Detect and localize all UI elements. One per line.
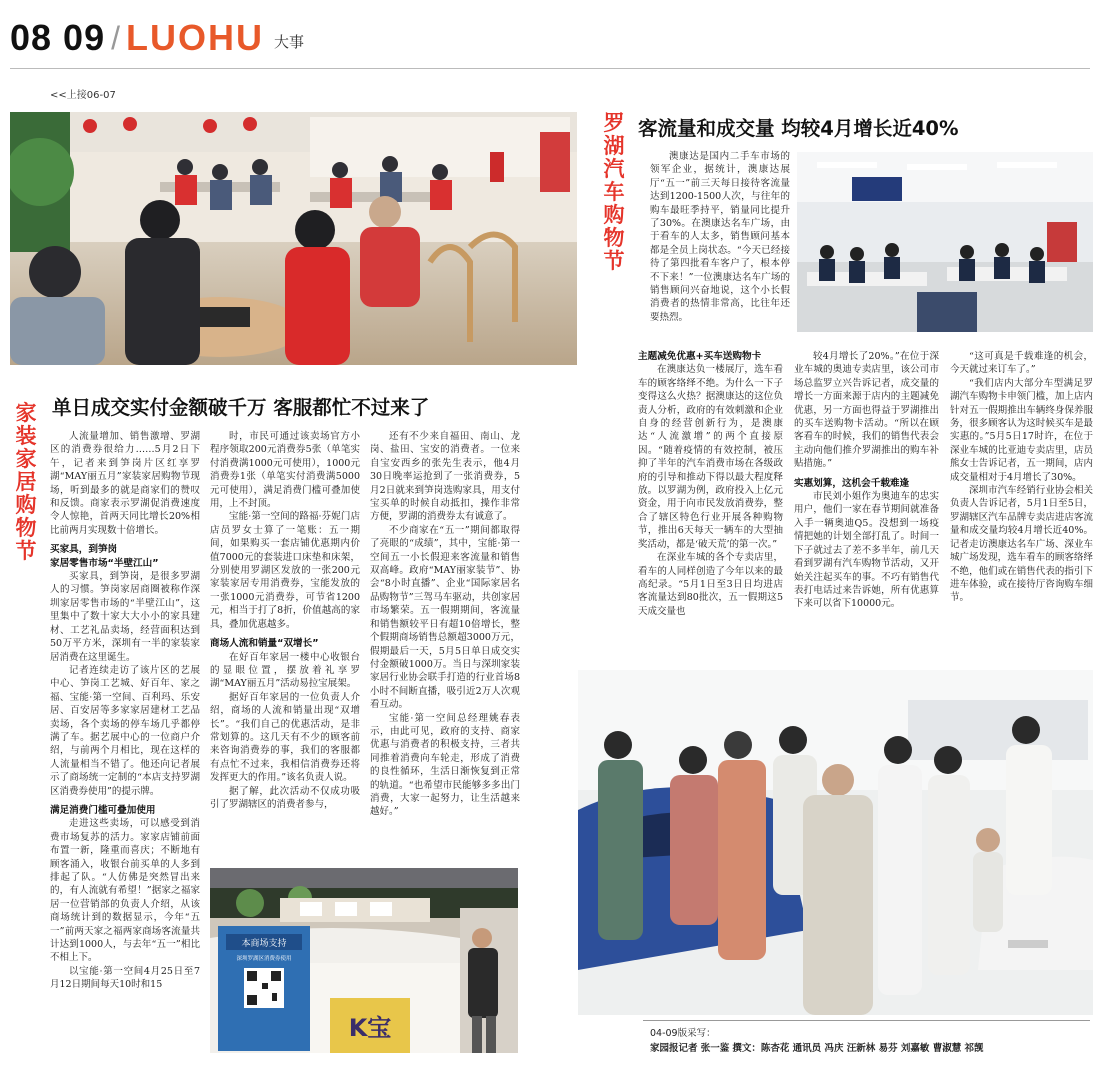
paragraph: 时，市民可通过该卖场官方小程序领取200元消费券5张（单笔实付消费满1000元可使用），1000元消费券1张（单笔实付消费满5000元可使用），满足消费门槛可叠加使用，上不封顶。	[210, 431, 360, 510]
masthead-rule	[10, 68, 1090, 69]
paragraph: 人流量增加、销售激增、罗湖区的消费券很给力……5月2日下午，记者来到笋岗片区红享罗湖“MAY丽五月”家装家居购物节现场，听到最多的就是商家们的赞叹和反馈。商家表示罗湖促消费速度令人惊艳，首两天同比增长20%相比前两月实现数十倍增长。	[50, 431, 200, 536]
paragraph: 据好百年家居的一位负责人介绍，商场的人流和销量出现“双增长”。“我们自己的优惠活动，是非常划算的。这几天有不少的顾客前来咨询消费券的事，我们的客服都有点忙不过来，我相信消费券还将发挥更大的作用。”该名负责人说。	[210, 691, 360, 784]
subheading: 主题减免优惠+买车送购物卡	[638, 351, 762, 362]
paragraph: 宝能·第一空间总经理姚春表示，由此可见，政府的支持、商家优惠与消费者的积极支持，三者共同推着消费向车轮走，形成了消费的良性循环，生活日渐恢复到正常的轨道。“也希望市民能够多多出门消费，大家一起努力，让生活越来越好。”	[370, 712, 520, 818]
issue-pages: 08 09	[10, 17, 106, 58]
paragraph: 还有不少来自福田、南山、龙岗、盐田、宝安的消费者。一位来自宝安西乡的张先生表示，他4月30日晚率运抢到了一张消费券，5月2日就来到笋岗选购家具，用支付宝买单的时候自动抵扣，操作非常方便，罗湖的消费券太有诚意了。	[370, 431, 520, 523]
paragraph: 在澳康达负一楼展厅，选车看车的顾客络绎不绝。为什么一下子变得这么火热？据澳康达的这位负责人分析，政府的有效刺激和企业自身的经营创新行为，是澳康达“人流激增”的两个直接原因。“随着疫情的有效控制，被压抑了半年的汽车消费市场在各级政府的引导和推动下得以最大程度释放。以罗湖为例，政府投入上亿元资金，用于向市民发放消费券，整合了辖区特色行业开展各种购物节，推出6天每天一辆车的大型抽奖活动，都是‘破天荒’的第一次。”	[638, 364, 783, 550]
masthead	[10, 18, 304, 58]
paragraph: 记者连续走访了该片区的艺展中心、笋岗工艺城、好百年、家之福、宝能·第一空间、百利玛、乐安居、百安居等多家家居建材工艺品卖场，各个卖场的停车场几乎都停满了车。据艺展中心的一位商户介绍，与前两个月相比，现在这样的人流量相当不错了。他还向记者展示了商场统一定制的“本店支持罗湖区消费券使用”的提示牌。	[50, 664, 200, 797]
paragraph: 深圳市汽车经销行业协会相关负责人告诉记者，5月1日至5日，罗湖辖区汽车品牌专卖店进店客流量和成交量均较4月增长近40%。记者走访澳康达名车广场、深业车城广场发现，选车看车的顾客络绎不绝，他们或在销售代表的指引下进车体验，或在接待厅咨询购车细节。	[950, 485, 1093, 604]
paragraph: 以宝能·第一空间4月25日至7月12日期间每天10时和15	[50, 965, 200, 991]
paragraph: 买家具，到笋岗，是很多罗湖人的习惯。笋岗家居商圈被称作深圳家居零售市场的“半壁江山”，这里集中了数十家大大小小的家具建材、工艺礼品卖场，经营面积达到50万平方米，深圳有一半的家装家居消费在这里诞生。	[50, 571, 200, 663]
counter-sign: K宝	[348, 1014, 392, 1042]
credits-writers: 撰文：陈杏花 通讯员 冯庆 汪新林 易芬 刘嘉敏 曹淑慧 祁觊	[732, 1043, 984, 1054]
subheading: 买家具，到笋岗	[50, 544, 118, 556]
furniture-mall-photo	[10, 112, 577, 365]
left-column-3	[370, 430, 520, 860]
store-counter-photo	[210, 868, 518, 1053]
paragraph: 在深业车城的各个专卖店里，看车的人同样创造了今年以来的最高纪录。“5月1日至3日日均进店客流量达到80批次，五一假期这5天成交量也	[638, 552, 783, 617]
credits-names	[650, 1041, 984, 1056]
continued-from: <<上接06-07	[50, 90, 116, 101]
brand-logo: LUOHU	[125, 17, 264, 58]
credits-reporter: 家园报记者 张一鉴	[650, 1043, 730, 1054]
subheading: 商场人流和销量“双增长”	[210, 638, 319, 650]
left-column-1	[50, 430, 200, 1055]
paragraph: 据了解，此次活动不仅成功吸引了罗湖辖区的消费者参与，	[210, 785, 360, 810]
car-showroom-photo	[797, 152, 1093, 332]
credits	[650, 1026, 984, 1056]
left-column-2	[210, 430, 360, 860]
right-column-1	[638, 350, 783, 670]
paragraph: 走进这些卖场，可以感受到消费市场复苏的活力。家家店铺前面布置一新，隆重而喜庆；不断地有顾客涌入，收银台前买单的人多到排起了队。“人仿佛是突然冒出来的，有人流就有希望！”据家之福家居一位营销部的负责人介绍，从该商场统计到的数据显示，今年“五一”前两天家之福两家商场客流量共计达到1000人，与去年“五一”相比不相上下。	[50, 818, 200, 964]
ad-board-sub: 深圳罗湖区消费券使用	[236, 956, 292, 962]
right-column-3	[950, 350, 1093, 670]
subheading: 家居零售市场“半壁江山”	[50, 557, 159, 569]
subheading: 实惠划算，这机会千载难逢	[794, 477, 910, 489]
paragraph: 不少商家在“五一”期间都取得了亮眼的“成绩”，其中，宝能·第一空间五一小长假迎来客流量和销售双高峰。政府“MAY丽家装节”、协会“8小时直播”、企业“国际家居名品购物节”三驾马车驱动，共创家居市场繁荣。五一假期期间，客流量和销售额较平日有超10倍增长，整个假期商场销售总额超3000万元，假期最后一天，5月5日单日成交实付金额破1000万。当日与深圳家装家居行业协会联手打造的行业首场8小时不间断直播，吸引近2万人次观看互动。	[370, 524, 520, 711]
masthead-slash: /	[111, 20, 120, 56]
right-headline: 客流量和成交量 均较4月增长近40%	[638, 117, 959, 140]
section-label: 大事	[273, 33, 304, 51]
subheading: 满足消费门槛可叠加使用	[50, 804, 156, 816]
paragraph: “这可真是千载难逢的机会，今天就过来订车了。”	[950, 351, 1093, 376]
paragraph: 澳康达是国内二手车市场的领军企业，据统计，澳康达展厅“五一”前三天每日接待客流量达到1200-1500人次，与往年的购车最旺季持平，销量同比提升了30%。在澳康达名车广场，由于看车的人太多，销售顾问基本都是全员上岗状态。“今天已经接待了第四批看车客户了，根本停不下来！”一位澳康达名车广场的销售顾问兴奋地说，这个小长假消费者的热情非常高，比往年还要热烈。	[650, 151, 790, 323]
paragraph: 在好百年家居一楼中心收银台的显眼位置，摆放着礼享罗湖“MAY丽五月”活动易拉宝展架。	[210, 651, 360, 690]
paragraph: 市民刘小姐作为奥迪车的忠实用户，他们一家在春节期间就准备入手一辆奥迪Q5。没想到一场疫情把她的计划全部打乱了。时间一下子就过去了差不多半年，前几天看到罗湖有汽车购物节活动，又开始关注起买车的事。不巧有销售代表打电话过来告诉她，所有优惠算下来可以省下10000元。	[794, 491, 939, 610]
left-section-title: 家装家居购物节	[15, 401, 37, 563]
right-column-2	[794, 350, 939, 670]
paragraph: 较4月增长了20%。”在位于深业车城的奥迪专卖店里，该公司市场总监罗立兴告诉记者，成交量的增长一方面来源于店内的主题减免优惠，另一方面也得益于罗湖推出的买车送购物卡活动。“所以在顾客看车的时候，我们的销售代表会主动向他们推介罗湖推出的购车补贴措施。”	[794, 351, 939, 470]
right-section-title: 罗湖汽车购物节	[603, 111, 625, 273]
ad-board-title: 本商场支持	[241, 939, 287, 949]
footer-rule	[643, 1020, 1090, 1021]
car-dealership-crowd-photo	[578, 670, 1093, 1015]
left-headline: 单日成交实付金额破千万 客服都忙不过来了	[52, 396, 430, 419]
paragraph: “我们店内大部分车型满足罗湖汽车购物卡申领门槛，加上店内针对五一假期推出车辆终身保养服务，很多顾客认为这时候买车是最实惠的。”5月5日17时许，在位于深业车城的比亚迪专卖店里，店员熊女士告诉记者，五一期间，店内成交量相对于4月增长了30%。	[950, 377, 1093, 483]
credits-label: 04-09版采写：	[650, 1028, 716, 1039]
paragraph: 宝能·第一空间的路福·芬妮门店店员罗女士算了一笔账：五一期间，如果购买一套店铺优惠期内价值7000元的套装进口床垫和床架，分别使用罗湖区发放的一张200元家装家居专用消费券，宝能发放的一张1000元消费券，可节省1200元，相当于打了8折，价值越高的家具，叠加优惠越多。	[210, 511, 360, 630]
right-intro	[650, 150, 790, 340]
